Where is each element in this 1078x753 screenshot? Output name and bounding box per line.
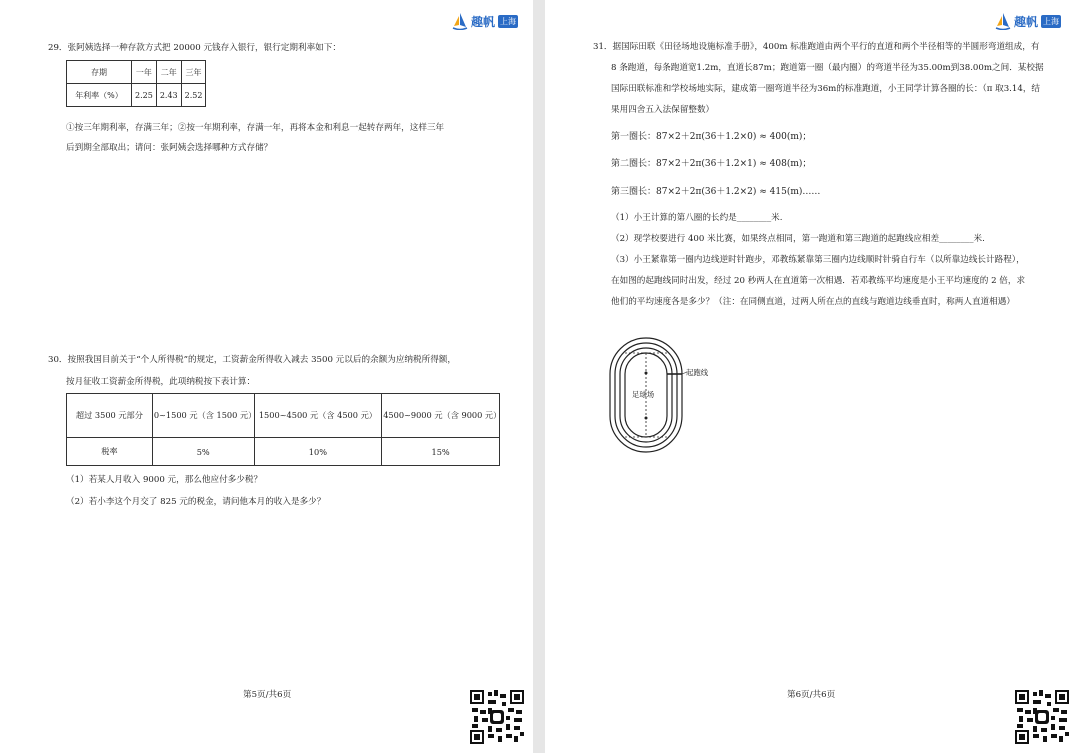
brand-logo xyxy=(452,12,518,30)
q30-sub1: （1）若某人月收入 9000 元，那么他应付多少税？ xyxy=(66,475,263,485)
table-row xyxy=(67,394,500,438)
table-cell: 5% xyxy=(152,438,254,466)
table-cell: 0~1500 元（含 1500 元） xyxy=(152,394,254,438)
brand-logo xyxy=(995,12,1061,30)
table-cell: 超过 3500 元部分 xyxy=(67,394,153,438)
q31-sub3: （3）小王紧靠第一圈内边线逆时针跑步，邓教练紧靠第三圈内边线顺时针骑自行车（以所靠边线长计路程），在如图的起跑线同时出发，经过 20 秒两人在直道第一次相遇．若邓教练平均速度是小王平均速度的 2 倍，求他们的平均速度各是多少？（注：在同侧直道，过两人所在点的直线与跑道边线垂直时，称两人直道相遇） xyxy=(611,255,1026,307)
q29-line1: ①按三年期利率，存满三年；②按一年期利率，存满一年，再将本金和利息一起转存两年，这样三年 xyxy=(66,123,445,133)
table-cell: 4500~9000 元（含 9000 元） xyxy=(382,394,500,438)
q31-formula-3: 第三圈长：87×2＋2π(36＋1.2×2) ≈ 415(m)…… xyxy=(611,187,821,197)
track-diagram xyxy=(605,336,715,456)
q31-sub1: （1）小王计算的第八圈的长约是________米. xyxy=(611,213,783,223)
table-cell: 1500~4500 元（含 4500 元） xyxy=(254,394,382,438)
sail-icon xyxy=(452,12,468,30)
q30-sub2: （2）若小李这个月交了 825 元的税金，请问他本月的收入是多少？ xyxy=(66,497,326,507)
sail-icon xyxy=(995,12,1011,30)
table-cell: 存期 xyxy=(67,61,132,84)
q30-stem: 30．按照我国目前关于“个人所得税”的规定，工资薪金所得收入减去 3500 元以后的余额为应纳税所得额， xyxy=(48,355,456,365)
table-cell: 年利率（%） xyxy=(67,84,132,107)
table-cell: 10% xyxy=(254,438,382,466)
page-6 xyxy=(545,0,1078,753)
table-row xyxy=(67,84,206,107)
page-number: 第6页/共6页 xyxy=(787,690,836,700)
q31-formula-1: 第一圈长：87×2＋2π(36＋1.2×0) ≈ 400(m)； xyxy=(611,132,812,142)
q30-tax-table xyxy=(66,393,500,466)
qr-code-icon xyxy=(1015,690,1069,744)
table-cell: 2.43 xyxy=(156,84,181,107)
table-cell: 税率 xyxy=(67,438,153,466)
page-5 xyxy=(0,0,533,753)
q29-rate-table xyxy=(66,60,206,107)
table-cell: 三年 xyxy=(181,61,206,84)
table-cell: 15% xyxy=(382,438,500,466)
table-row xyxy=(67,438,500,466)
table-row xyxy=(67,61,206,84)
q29-stem: 29．张阿姨选择一种存款方式把 20000 元钱存入银行，银行定期利率如下： xyxy=(48,43,341,53)
q31-sub2: （2）现学校要进行 400 米比赛，如果终点相同，第一跑道和第三跑道的起跑线应相差________米. xyxy=(611,234,985,244)
logo-text: 趣帆 xyxy=(471,14,496,29)
q29-line2: 后到期全部取出；请问：张阿姨会选择哪种方式存储？ xyxy=(66,143,273,153)
fig-label-football-field: 足球场 xyxy=(632,390,655,399)
q30-line2: 按月征收工资薪金所得税，此项纳税按下表计算： xyxy=(66,377,256,387)
table-cell: 2.25 xyxy=(132,84,157,107)
logo-text: 趣帆 xyxy=(1014,14,1039,29)
q31-formula-2: 第二圈长：87×2＋2π(36＋1.2×1) ≈ 408(m)； xyxy=(611,159,812,169)
qr-code-icon xyxy=(470,690,524,744)
table-cell: 2.52 xyxy=(181,84,206,107)
logo-badge: 上海 xyxy=(1043,16,1060,26)
table-cell: 二年 xyxy=(156,61,181,84)
table-cell: 一年 xyxy=(132,61,157,84)
q31-intro: 31．据国际田联《田径场地设施标准手册》，400m 标准跑道由两个平行的直道和两个半径相等的半圆形弯道组成，有 8 条跑道，每条跑道宽1.2m，直道长87m；跑道第一圈（最内圈）的弯道半径为35.00m到38.00m之间．某校据国际田联标准和学校场地实际，建成第一圈弯道半径为36m的标准跑道，小王同学计算各圈的长：（π 取3.14，结果用四舍五入法保留整数） xyxy=(593,42,1044,115)
fig-label-start-line: 起跑线 xyxy=(686,368,709,377)
logo-badge: 上海 xyxy=(500,16,517,26)
page-number: 第5页/共6页 xyxy=(243,690,292,700)
